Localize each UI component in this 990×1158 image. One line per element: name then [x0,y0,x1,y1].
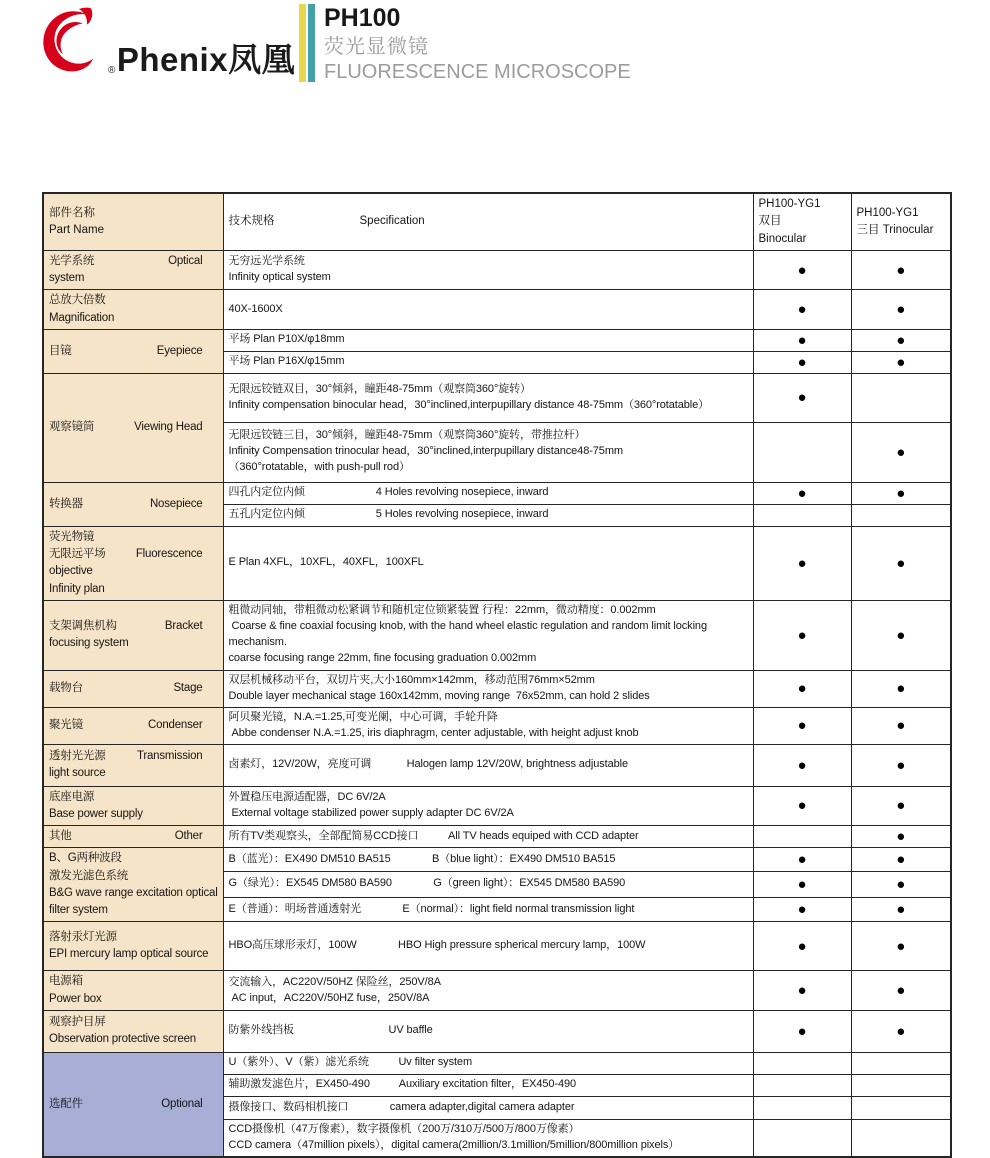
table-header-row [43,193,951,250]
table-row [43,1010,951,1052]
binocular-dot: ● [753,482,851,504]
trinocular-dot [851,1074,951,1096]
brand-name: ®Phenix凤凰 [108,41,296,78]
binocular-dot: ● [753,351,851,373]
divider-bar-teal [308,4,315,82]
spec-cell: HBO高压球形汞灯，100W HBO High pressure spherical mercury lamp，100W [223,922,753,971]
product-model: PH100 [324,4,401,32]
spec-cell: U（紫外）、V（紫）滤光系统 Uv filter system [223,1052,753,1074]
binocular-dot: ● [753,971,851,1011]
binocular-dot: ● [753,329,851,351]
spec-cell: E（普通）：明场普通透射光 E（normal）：light field normal transmission light [223,897,753,922]
spec-cell: 交流输入，AC220V/50HZ 保险丝，250V/8A AC input，AC220V/50HZ fuse，250V/8A [223,971,753,1011]
part-cell-base-power-supply: 底座电源 Base power supply [43,786,223,826]
binocular-dot [753,1119,851,1156]
trinocular-dot: ● [851,600,951,670]
binocular-dot: ● [753,670,851,707]
spec-cell: 无限远铰链双目，30°倾斜，瞳距48-75mm（观察筒360°旋转） Infinity compensation binocular head，30°inclined,interpupillary distance 48-75mm（360°rotatable） [223,373,753,422]
binocular-dot: ● [753,526,851,600]
trinocular-dot: ● [851,786,951,826]
binocular-dot: ● [753,871,851,897]
binocular-dot: ● [753,1010,851,1052]
trinocular-dot: ● [851,422,951,482]
trinocular-dot [851,1052,951,1074]
trinocular-dot: ● [851,707,951,744]
part-cell-bg-filter-system: B、G两种波段 激发光滤色系统 B&G wave range excitation optical filter system [43,848,223,922]
title-block [324,4,631,84]
part-cell-power-box: 电源箱 Power box [43,971,223,1011]
divider-bar-yellow [299,4,306,82]
trinocular-dot: ● [851,670,951,707]
binocular-dot: ● [753,922,851,971]
trinocular-dot: ● [851,290,951,330]
page-header [0,0,990,110]
table-row [43,373,951,422]
spec-cell: E Plan 4XFL，10XFL，40XFL，100XFL [223,526,753,600]
table-row [43,670,951,707]
table-row [43,971,951,1011]
table-row [43,1052,951,1074]
part-cell-viewing-head: 观察镜筒 Viewing Head [43,373,223,482]
spec-cell: G（绿光）：EX545 DM580 BA590 G（green light）：EX545 DM580 BA590 [223,871,753,897]
trinocular-dot [851,373,951,422]
binocular-dot: ● [753,848,851,872]
table-row [43,290,951,330]
table-row [43,482,951,504]
spec-cell: 辅助激发滤色片，EX450-490 Auxiliary excitation filter，EX450-490 [223,1074,753,1096]
spec-cell: 卤素灯，12V/20W，亮度可调 Halogen lamp 12V/20W, brightness adjustable [223,744,753,786]
spec-cell: 五孔内定位内倾 5 Holes revolving nosepiece, inward [223,504,753,526]
spec-cell: 阿贝聚光镜，N.A.=1.25,可变光阑，中心可调，手轮升降 Abbe condenser N.A.=1.25, iris diaphragm, center adjustable, with height adjust knob [223,707,753,744]
spec-cell: 防紫外线挡板 UV baffle [223,1010,753,1052]
spec-cell: 四孔内定位内倾 4 Holes revolving nosepiece, inward [223,482,753,504]
part-cell-magnification: 总放大倍数 Magnification [43,290,223,330]
table-row [43,826,951,848]
trinocular-dot: ● [851,744,951,786]
binocular-dot [753,504,851,526]
trinocular-dot: ● [851,1010,951,1052]
spec-cell: 摄像接口、数码相机接口 camera adapter,digital camera adapter [223,1096,753,1119]
table-row [43,600,951,670]
part-cell-stage: 载物台 Stage [43,670,223,707]
trinocular-dot: ● [851,897,951,922]
binocular-dot: ● [753,786,851,826]
spec-cell: 双层机械移动平台，双切片夹,大小160mm×142mm，移动范围76mm×52mm Double layer mechanical stage 160x142mm, moving range 76x52mm, can hold 2 slides [223,670,753,707]
table-row [43,848,951,872]
binocular-dot: ● [753,707,851,744]
table-row [43,329,951,351]
binocular-dot: ● [753,250,851,290]
spec-cell: 平场 Plan P16X/φ15mm [223,351,753,373]
trinocular-dot: ● [851,826,951,848]
trinocular-dot: ● [851,871,951,897]
binocular-dot [753,422,851,482]
phenix-phoenix-icon [38,6,106,80]
trinocular-dot: ● [851,922,951,971]
table-row [43,786,951,826]
part-cell-observation-protective-screen: 观察护目屏 Observation protective screen [43,1010,223,1052]
part-cell-fluorescence-objective: 荧光物镜 无限远平场 Fluorescence objective Infinity plan [43,526,223,600]
spec-cell: B（蓝光）：EX490 DM510 BA515 B（blue light）：EX490 DM510 BA515 [223,848,753,872]
part-cell-optional: 选配件 Optional [43,1052,223,1156]
binocular-dot [753,1052,851,1074]
binocular-dot: ● [753,373,851,422]
trinocular-dot [851,504,951,526]
part-cell-epi-mercury-lamp: 落射汞灯光源 EPI mercury lamp optical source [43,922,223,971]
part-cell-other: 其他 Other [43,826,223,848]
registered-mark: ® [108,65,116,76]
header-trinocular: PH100-YG1 三目 Trinocular [851,193,951,250]
product-subtitle-en: FLUORESCENCE MICROSCOPE [324,60,631,83]
spec-cell: 粗微动同轴，带粗微动松紧调节和随机定位锁紧装置 行程：22mm，微动精度：0.002mm Coarse & fine coaxial focusing knob, with the hand wheel elastic regulation and random limit locking mechanism. coarse focusing range 22mm, fine focusing graduation 0.002mm [223,600,753,670]
binocular-dot: ● [753,600,851,670]
spec-cell: 无限远铰链三目，30°倾斜，瞳距48-75mm（观察筒360°旋转，带推拉杆） Infinity Compensation trinocular head，30°inclined,interpupillary distance48-75mm （360°rotatable，with push-pull rod） [223,422,753,482]
part-cell-transmission-light-source: 透射光光源 Transmission light source [43,744,223,786]
spec-cell: 外置稳压电源适配器，DC 6V/2A External voltage stabilized power supply adapter DC 6V/2A [223,786,753,826]
table-row [43,744,951,786]
trinocular-dot: ● [851,482,951,504]
binocular-dot: ● [753,290,851,330]
header-part-name: 部件名称 Part Name [43,193,223,250]
trinocular-dot: ● [851,329,951,351]
spec-cell: 无穷远光学系统 Infinity optical system [223,250,753,290]
spec-cell: 平场 Plan P10X/φ18mm [223,329,753,351]
binocular-dot: ● [753,897,851,922]
trinocular-dot: ● [851,250,951,290]
divider-bar [299,4,315,82]
product-subtitle-cn: 荧光显微镜 [324,35,429,58]
binocular-dot: ● [753,744,851,786]
specification-table [42,192,952,1158]
header-specification: 技术规格 Specification [223,193,753,250]
trinocular-dot: ● [851,971,951,1011]
binocular-dot [753,1074,851,1096]
header-binocular: PH100-YG1 双目 Binocular [753,193,851,250]
trinocular-dot [851,1096,951,1119]
part-cell-eyepiece: 目镜 Eyepiece [43,329,223,373]
part-cell-condenser: 聚光镜 Condenser [43,707,223,744]
trinocular-dot [851,1119,951,1156]
spec-cell: CCD摄像机（47万像素），数字摄像机（200万/310万/500万/800万像素） CCD camera（47million pixels），digital camera(2million/3.1million/5million/800million pixels） [223,1119,753,1156]
binocular-dot [753,1096,851,1119]
brand-logo [38,6,295,80]
binocular-dot [753,826,851,848]
part-cell-bracket-focusing-system: 支架调焦机构 Bracket focusing system [43,600,223,670]
trinocular-dot: ● [851,526,951,600]
trinocular-dot: ● [851,848,951,872]
table-row [43,250,951,290]
part-cell-optical-system: 光学系统 Optical system [43,250,223,290]
trinocular-dot: ● [851,351,951,373]
table-row [43,526,951,600]
table-row [43,707,951,744]
table-row [43,922,951,971]
spec-cell: 40X-1600X [223,290,753,330]
spec-cell: 所有TV类观察头，全部配简易CCD接口 All TV heads equiped with CCD adapter [223,826,753,848]
part-cell-nosepiece: 转换器 Nosepiece [43,482,223,526]
